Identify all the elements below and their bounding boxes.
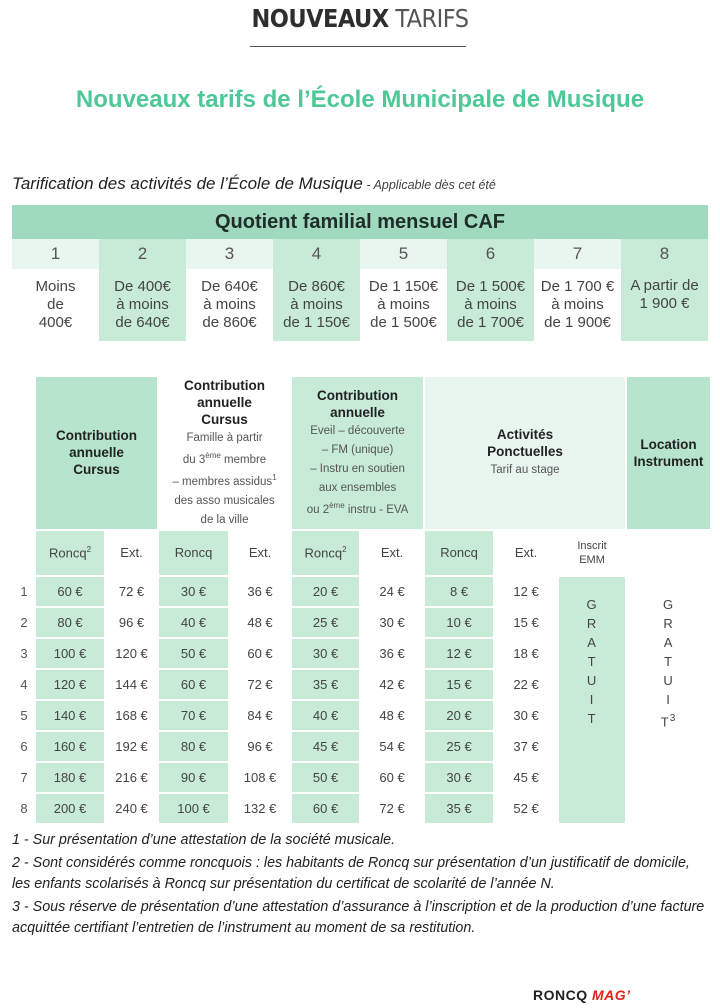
price-cell: 240 € — [115, 800, 148, 816]
col-ext-3: Ext. — [380, 545, 404, 561]
level-5: 5 — [360, 239, 447, 269]
price-cell: 70 € — [159, 701, 228, 730]
row-index: 2 — [20, 614, 28, 630]
level-7: 7 — [534, 239, 621, 269]
price-cell: 140 € — [36, 701, 104, 730]
price-cell: 20 € — [425, 701, 493, 730]
price-cell: 15 € — [425, 670, 493, 699]
price-cell: 100 € — [159, 794, 228, 823]
range-1: Moins de 400€ — [35, 278, 76, 331]
row-index: 3 — [20, 645, 28, 661]
price-cell: 36 € — [379, 645, 405, 661]
price-cell: 40 € — [292, 701, 359, 730]
range-6: De 1 500€ à moins de 1 700€ — [447, 269, 534, 341]
price-cell: 45 € — [513, 769, 539, 785]
price-cell: 72 € — [379, 800, 405, 816]
page-title: Nouveaux tarifs de l’École Municipale de Musique — [75, 86, 645, 113]
footnote-2: 2 - Sont considérés comme roncquois : les habitants de Roncq sur présentation d’un justificatif de domicile, les enfants scolarisés à Roncq sur présentation du certificat de scolarité de l’année N. — [12, 854, 690, 892]
gratuit-location: G R A T U I $T^3$ — [660, 596, 677, 729]
price-cell: 100 € — [36, 639, 104, 668]
price-cell: 54 € — [379, 738, 405, 754]
price-cell: 52 € — [513, 800, 539, 816]
price-cell: 18 € — [513, 645, 539, 661]
subtitle-main: Tarification des activités de l’École de Musique — [12, 174, 363, 193]
row-index: 6 — [20, 738, 28, 754]
row-index: 7 — [20, 769, 28, 785]
footnote-1: 1 - Sur présentation d’une attestation de la société musicale. — [12, 832, 396, 848]
price-cell: 60 € — [247, 645, 273, 661]
price-cell: 35 € — [425, 794, 493, 823]
price-cell: 12 € — [513, 583, 539, 599]
group-location: Location Instrument — [627, 377, 710, 529]
price-cell: 40 € — [159, 608, 228, 637]
price-cell: 8 € — [425, 577, 493, 606]
level-4: 4 — [273, 239, 360, 269]
footer-brand-name: RONCQ — [533, 987, 588, 1003]
price-cell: 37 € — [513, 738, 539, 754]
price-cell: 168 € — [115, 707, 148, 723]
range-4: De 860€ à moins de 1 150€ — [273, 269, 360, 341]
price-cell: 80 € — [36, 608, 104, 637]
price-cell: 24 € — [379, 583, 405, 599]
price-cell: 45 € — [292, 732, 359, 761]
price-cell: 144 € — [115, 676, 148, 692]
col-roncq-3: Roncq$^2$ — [292, 531, 359, 575]
col-inscrit-emm: Inscrit EMM — [577, 539, 607, 566]
price-cell: 20 € — [292, 577, 359, 606]
price-cell: 60 € — [159, 670, 228, 699]
group-activites: Activités Ponctuelles Tarif au stage — [425, 377, 625, 529]
col-ext-4: Ext. — [514, 545, 538, 561]
price-cell: 36 € — [247, 583, 273, 599]
section-label-part1: NOUVEAUX — [251, 4, 389, 33]
row-index: 4 — [20, 676, 28, 692]
level-1: 1 — [12, 239, 99, 269]
footer-brand — [533, 987, 631, 1003]
level-8: 8 — [621, 239, 708, 269]
price-cell: 12 € — [425, 639, 493, 668]
price-cell: 180 € — [36, 763, 104, 792]
tarif-table — [12, 375, 712, 825]
price-cell: 10 € — [425, 608, 493, 637]
col-roncq-2: Roncq — [159, 531, 228, 575]
range-5: De 1 150€ à moins de 1 500€ — [368, 278, 439, 331]
price-cell: 84 € — [247, 707, 273, 723]
table-row — [14, 577, 710, 606]
footnote-3: 3 - Sous réserve de présentation d’une attestation d’assurance à l’inscription et de la production d’une facture acquittée certifiant l’entretien de l’instrument au moment de sa restitution. — [12, 898, 705, 936]
range-7: De 1 700 € à moins de 1 900€ — [540, 278, 615, 331]
footer-brand-mag: MAG’ — [592, 987, 631, 1003]
group-cursus-famille: Contribution annuelle Cursus Famille à partir du 3ème membre – membres assidus$^1$ des asso musicales de la ville — [172, 378, 277, 526]
price-cell: 96 € — [118, 614, 145, 630]
table-subtitle — [12, 174, 496, 194]
price-cell: 30 € — [159, 577, 228, 606]
subtitle-sep: - — [362, 178, 374, 192]
row-index: 1 — [20, 583, 28, 599]
col-ext-1: Ext. — [120, 545, 143, 561]
range-3: De 640€ à moins de 860€ — [201, 278, 258, 331]
group-eveil: Contribution annuelle Eveil – découverte – FM (unique) – Instru en soutien aux ensembles ou 2ème instru - EVA — [292, 377, 423, 529]
quotient-levels-row — [12, 239, 708, 269]
row-index: 8 — [20, 800, 28, 816]
gratuit-inscrit: G R A T U I T — [559, 577, 625, 823]
footnotes — [12, 830, 712, 940]
price-cell: 60 € — [379, 769, 405, 785]
price-cell: 80 € — [159, 732, 228, 761]
level-3: 3 — [186, 239, 273, 269]
price-cell: 192 € — [115, 738, 148, 754]
price-cell: 48 € — [379, 707, 405, 723]
group-cursus: Contribution annuelle Cursus — [36, 377, 157, 529]
section-label — [0, 4, 720, 33]
quotient-title: Quotient familial mensuel CAF — [12, 205, 708, 239]
price-cell: 216 € — [115, 769, 148, 785]
row-index: 5 — [20, 707, 28, 723]
price-cell: 120 € — [36, 670, 104, 699]
price-cell: 200 € — [36, 794, 104, 823]
price-cell: 60 € — [36, 577, 104, 606]
price-cell: 132 € — [243, 800, 277, 816]
quotient-ranges-row — [12, 269, 708, 341]
col-roncq-1: Roncq$^2$ — [36, 531, 104, 575]
price-cell: 35 € — [292, 670, 359, 699]
price-cell: 72 € — [247, 676, 273, 692]
price-cell: 30 € — [292, 639, 359, 668]
subtitle-note: Applicable dès cet été — [373, 178, 496, 192]
col-ext-2: Ext. — [248, 545, 272, 561]
price-cell: 50 € — [159, 639, 228, 668]
level-6: 6 — [447, 239, 534, 269]
price-cell: 42 € — [379, 676, 405, 692]
price-cell: 25 € — [292, 608, 359, 637]
price-cell: 60 € — [292, 794, 359, 823]
price-cell: 30 € — [513, 707, 539, 723]
range-8: A partir de 1 900 € — [621, 269, 708, 341]
range-2: De 400€ à moins de 640€ — [99, 269, 186, 341]
quotient-table — [12, 205, 708, 341]
price-cell: 25 € — [425, 732, 493, 761]
price-cell: 22 € — [513, 676, 539, 692]
price-cell: 90 € — [159, 763, 228, 792]
price-cell: 160 € — [36, 732, 104, 761]
subheader-row — [14, 531, 710, 575]
col-roncq-4: Roncq — [425, 531, 493, 575]
price-cell: 30 € — [425, 763, 493, 792]
price-cell: 50 € — [292, 763, 359, 792]
price-cell: 96 € — [247, 738, 273, 754]
header-divider — [250, 46, 466, 47]
price-cell: 120 € — [115, 645, 148, 661]
price-cell: 15 € — [513, 614, 539, 630]
price-cell: 48 € — [247, 614, 273, 630]
section-label-part2: TARIFS — [395, 4, 469, 33]
price-cell: 30 € — [379, 614, 405, 630]
price-cell: 108 € — [243, 769, 277, 785]
level-2: 2 — [99, 239, 186, 269]
price-cell: 72 € — [118, 583, 145, 599]
